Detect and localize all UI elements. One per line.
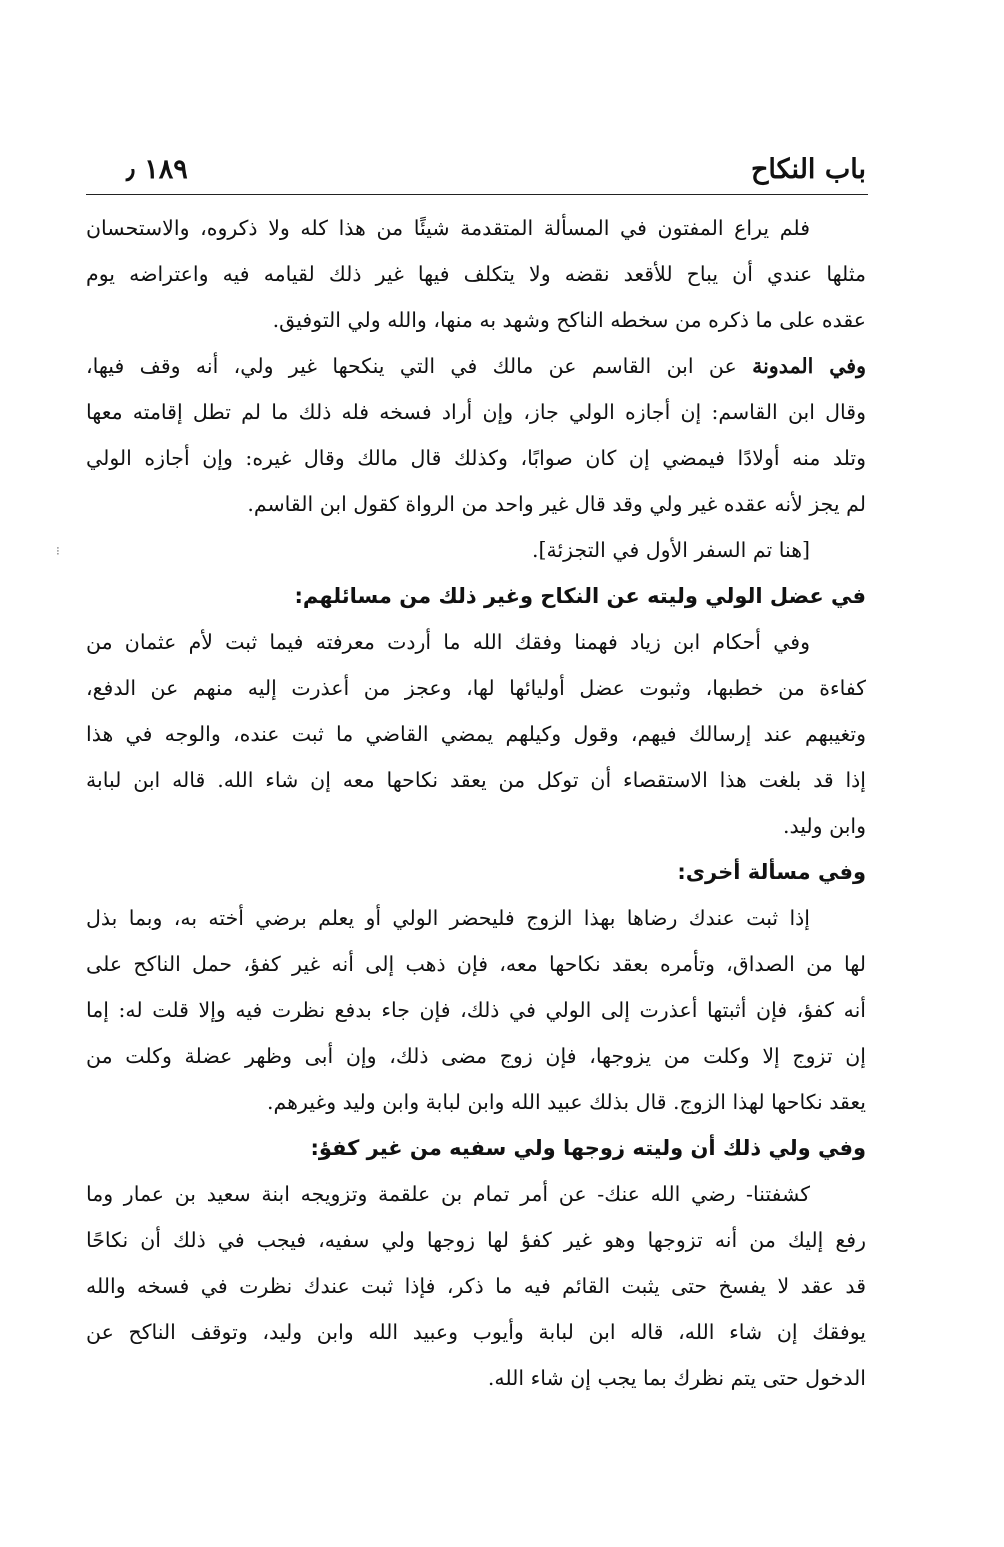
- lead-words: وفي المدونة: [752, 354, 866, 378]
- text-line: وفي أحكام ابن زياد فهمنا وفقك الله ما أردت معرفته فيما ثبت لأم عثمان من: [86, 630, 810, 654]
- page-number-block: [86, 150, 188, 190]
- text-line: يوفقك إن شاء الله، قاله ابن لبابة وأيوب وعبيد الله وابن وليد، وتوقف الناكح عن: [86, 1320, 866, 1344]
- section-heading: وفي مسألة أخرى:: [677, 860, 866, 884]
- text-line: إن تزوج إلا وكلت من يزوجها، فإن زوج مضى ذلك، وإن أبى وظهر عضلة وكلت من: [86, 1044, 866, 1068]
- text-line: يعقد نكاحها لهذا الزوج. قال بذلك عبيد الله وابن لبابة وابن وليد وغيرهم.: [267, 1090, 866, 1114]
- page-number-separator: ٫: [126, 154, 135, 185]
- text-line: فلم يراع المفتون في المسألة المتقدمة شيئًا من هذا كله ولا ذكروه، والاستحسان: [86, 216, 810, 240]
- text-line: إذا ثبت عندك رضاها بهذا الزوج فليحضر الولي أو يعلم برضي أخته به، وبما بذل: [86, 906, 810, 930]
- page-number: ١٨٩: [144, 154, 188, 185]
- text-line-rest: عن ابن القاسم عن مالك في التي ينكحها غير ولي، أنه وقف فيها،: [86, 354, 737, 378]
- text-line: رفع إليك من أنه تزوجها وهو غير كفؤ لها زوجها ولي سفيه، فيجب في ذلك أن نكاحًا: [86, 1228, 866, 1252]
- running-title: باب النكاح: [750, 154, 866, 185]
- text-line: كشفتنا- رضي الله عنك- عن أمر تمام بن علقمة وتزويجه ابنة سعيد بن عمار وما: [86, 1182, 810, 1206]
- header-rule: [86, 194, 868, 195]
- text-line: قد عقد لا يفسخ حتى يثبت القائم فيه ما ذكر، فإذا ثبت عندك نظرت في فسخه والله: [86, 1274, 866, 1298]
- page-header: [86, 150, 870, 190]
- text-line: [هنا تم السفر الأول في التجزئة].: [531, 538, 810, 562]
- text-line: كفاءة من خطبها، وثبوت عضل أوليائها لها، وعجز من أعذرت إليه منهم عن الدفع،: [86, 676, 866, 700]
- text-line: وابن وليد.: [782, 814, 866, 838]
- text-line: أنه كفؤ، فإن أثبتها أعذرت إلى الولي في ذلك، فإن جاء بدفع نظرت فيه وإلا قلت له: إما: [86, 998, 866, 1022]
- text-line: لها من الصداق، وتأمره بعقد نكاحها معه، فإن ذهب إلى أنه غير كفؤ، حمل الناكح على: [86, 952, 866, 976]
- section-heading: وفي ولي ذلك أن وليته زوجها ولي سفيه من غير كفؤ:: [310, 1136, 866, 1160]
- text-line: مثلها عندي أن يباح للأقعد نقضه ولا يتكلف فيها غير ذلك لقيامه فيه واعتراضه يوم: [86, 262, 866, 286]
- margin-mark: ⁝: [56, 544, 60, 558]
- text-line: إذا قد بلغت هذا الاستقصاء أن توكل من يعقد نكاحها معه إن شاء الله. قاله ابن لبابة: [86, 768, 866, 792]
- text-line: عقده على ما ذكره من سخطه الناكح وشهد به منها، والله ولي التوفيق.: [272, 308, 866, 332]
- text-line: وتلد منه أولادًا فيمضي إن كان صوابًا، وكذلك قال مالك وقال غيره: وإن أجازه الولي: [86, 446, 866, 470]
- text-line: وتغيبهم عند إرسالك فيهم، وقول وكيلهم يمضي القاضي ما ثبت عنده، والوجه في هذا: [86, 722, 866, 746]
- text-line: لم يجز لأنه عقده غير ولي وقد قال غير واحد من الرواة كقول ابن القاسم.: [247, 492, 866, 516]
- section-heading: في عضل الولي وليته عن النكاح وغير ذلك من مسائلهم:: [294, 584, 866, 608]
- text-line: الدخول حتى يتم نظرك بما يجب إن شاء الله.: [487, 1366, 866, 1390]
- page-body: [86, 205, 866, 1401]
- text-line: وقال ابن القاسم: إن أجازه الولي جاز، وإن أراد فسخه فله ذلك ما لم تطل إقامته معها: [86, 400, 866, 424]
- text-line: [86, 343, 866, 389]
